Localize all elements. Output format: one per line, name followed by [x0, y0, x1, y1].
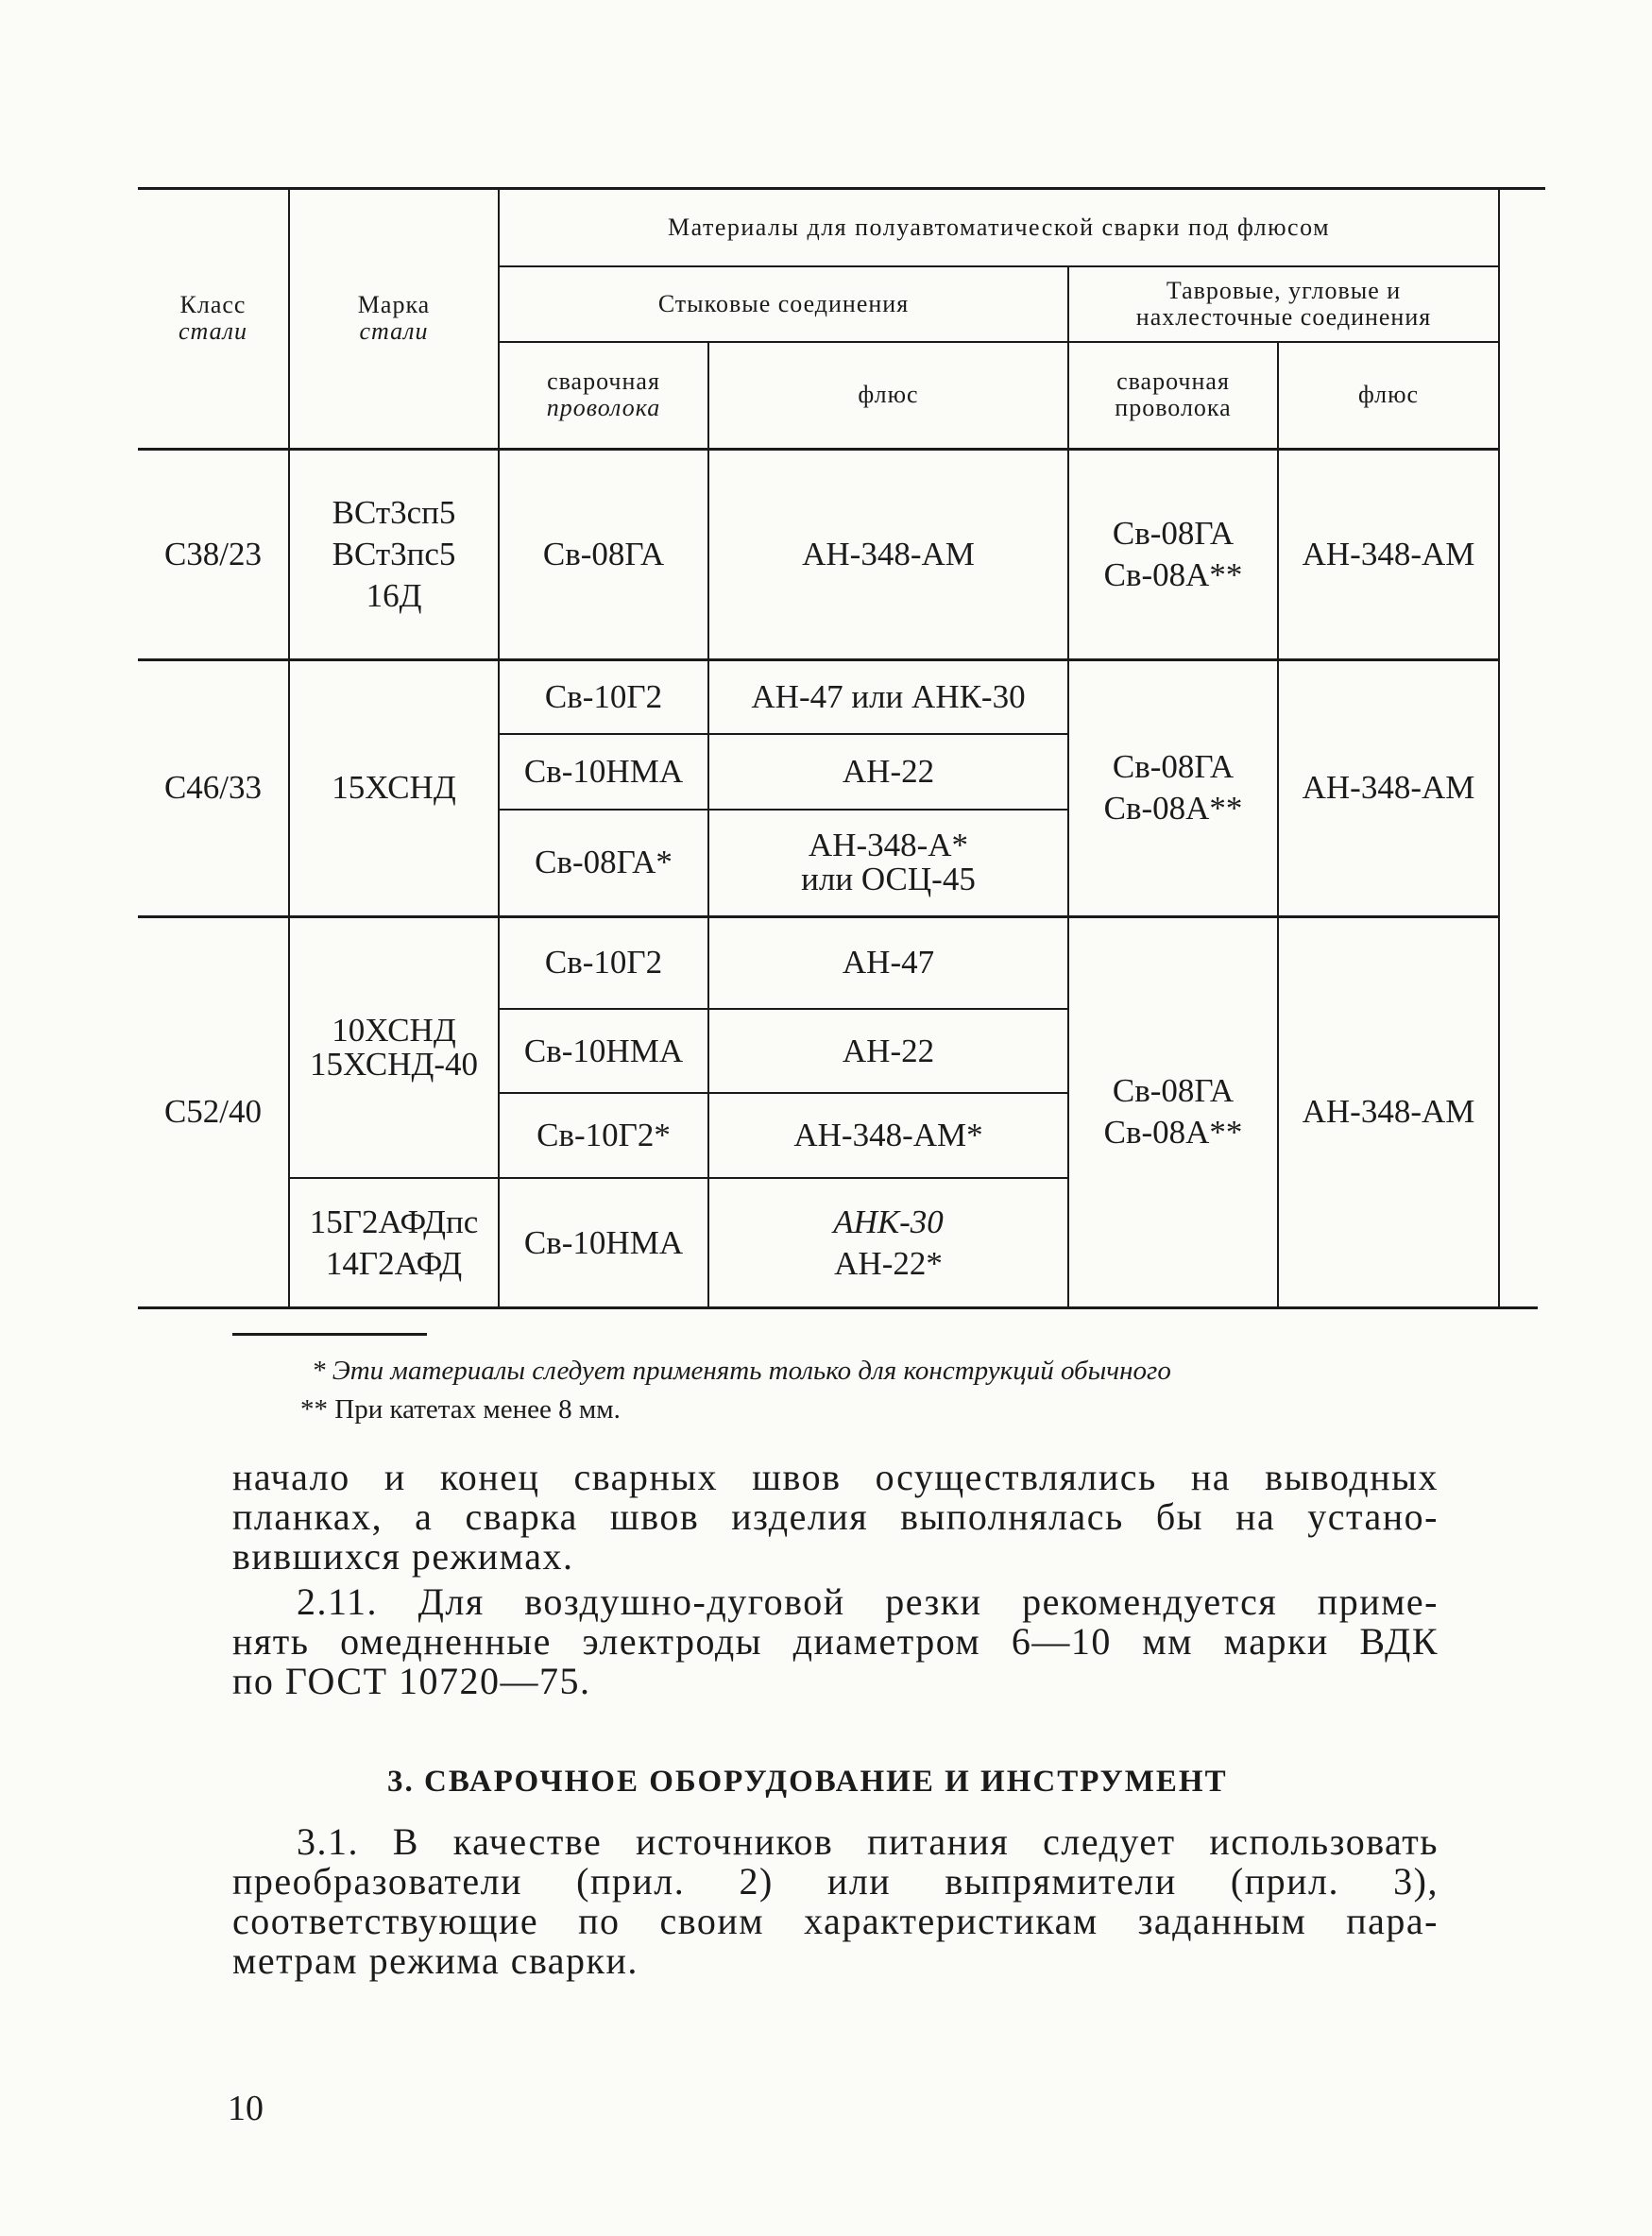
tee-wire-line: Св-08А**: [1103, 1114, 1243, 1152]
butt-wire-cell: Св-10Г2: [499, 659, 708, 734]
text-line: планках, а сварка швов изделия выполнялась бы на устано-: [232, 1495, 1439, 1538]
tee-flux-cell: АН-348-АМ: [1278, 916, 1499, 1307]
header-butt-wire-line2: проволока: [546, 394, 661, 422]
text-line: по ГОСТ 10720—75.: [232, 1660, 591, 1702]
text-line: метрам режима сварки.: [232, 1939, 639, 1982]
butt-wire-cell: Св-08ГА: [499, 449, 708, 659]
flux-line: АНК-30: [833, 1203, 944, 1240]
header-marka-line1: Марка: [357, 290, 431, 318]
butt-wire-cell: Св-10Г2*: [499, 1093, 708, 1178]
text-line: преобразователи (прил. 2) или выпрямители (прил. 3),: [232, 1860, 1439, 1903]
header-tee-wire-line2: проволока: [1115, 394, 1232, 422]
marka-line: 16Д: [366, 576, 422, 614]
tee-flux-cell: АН-348-АМ: [1278, 659, 1499, 916]
butt-flux-cell: АН-22: [708, 734, 1068, 810]
header-butt-cell: Стыковые соединения: [499, 266, 1068, 342]
header-marka-cell: [289, 189, 499, 449]
class-cell: С46/33: [138, 659, 289, 916]
class-cell: С52/40: [138, 916, 289, 1307]
butt-flux-cell: [708, 810, 1068, 916]
marka-line: 14Г2АФД: [325, 1244, 463, 1282]
footnote-1: * Эти материалы следует применять только для конструкций обычного: [312, 1356, 1171, 1386]
text-line: нять омедненные электроды диаметром 6—10 мм марки ВДК: [232, 1620, 1439, 1663]
text-line: соответствующие по своим характеристикам заданным пара-: [232, 1900, 1439, 1942]
header-tee-wire-cell: [1068, 342, 1278, 449]
header-tee-line2: нахлесточные соединения: [1135, 303, 1432, 331]
tee-wire-line: Св-08ГА: [1112, 514, 1235, 552]
text-line: 2.11. Для воздушно-дуговой резки рекомендуется приме-: [297, 1580, 1439, 1623]
tee-wire-line: Св-08ГА: [1112, 1072, 1235, 1110]
header-tee-wire-line1: сварочная: [1116, 367, 1230, 396]
tee-flux-cell: АН-348-АМ: [1278, 449, 1499, 659]
butt-flux-cell: [708, 1178, 1068, 1307]
marka-line: 15ХСНД-40: [309, 1045, 479, 1083]
header-class-line1: Класс: [179, 290, 247, 318]
header-butt-wire-cell: [499, 342, 708, 449]
text-line: начало и конец сварных швов осуществлялись на выводных: [232, 1456, 1439, 1498]
butt-flux-cell: АН-348-АМ: [708, 449, 1068, 659]
header-class-line2: стали: [179, 316, 247, 345]
butt-flux-cell: АН-47 или АНК-30: [708, 659, 1068, 734]
table-row: [138, 449, 1499, 659]
butt-wire-cell: Св-10НМА: [499, 1009, 708, 1093]
marka-line: 15Г2АФДпс: [309, 1203, 479, 1240]
tee-wire-cell: [1068, 659, 1278, 916]
butt-flux-cell: АН-348-АМ*: [708, 1093, 1068, 1178]
marka-line: 10ХСНД: [332, 1011, 456, 1049]
class-cell: С38/23: [138, 449, 289, 659]
butt-wire-cell: Св-10Г2: [499, 916, 708, 1009]
header-butt-flux-cell: флюс: [708, 342, 1068, 449]
table-row: [138, 916, 1499, 1009]
marka-cell: [289, 916, 499, 1178]
flux-line: АН-348-А*: [808, 827, 969, 864]
butt-wire-cell: Св-08ГА*: [499, 810, 708, 916]
butt-wire-cell: Св-10НМА: [499, 734, 708, 810]
flux-line: или ОСЦ-45: [801, 861, 976, 898]
tee-wire-cell: [1068, 916, 1278, 1307]
header-tee-flux-cell: флюс: [1278, 342, 1499, 449]
header-row-1: [138, 189, 1499, 266]
welding-materials-table: [138, 189, 1500, 1308]
text-line: 3.1. В качестве источников питания следует использовать: [297, 1820, 1439, 1863]
marka-cell: [289, 449, 499, 659]
marka-line: ВСт3сп5: [332, 493, 456, 531]
marka-cell: 15ХСНД: [289, 659, 499, 916]
header-class-cell: [138, 189, 289, 449]
butt-flux-cell: АН-47: [708, 916, 1068, 1009]
text-line: вившихся режимах.: [232, 1535, 574, 1578]
header-materials-cell: Материалы для полуавтоматической сварки под флюсом: [499, 189, 1499, 266]
butt-flux-cell: АН-22: [708, 1009, 1068, 1093]
section-heading: 3. СВАРОЧНОЕ ОБОРУДОВАНИЕ И ИНСТРУМЕНТ: [387, 1765, 1228, 1799]
flux-line: АН-22*: [834, 1244, 943, 1282]
footnote-rule: [232, 1333, 427, 1336]
footnote-2: ** При катетах менее 8 мм.: [300, 1394, 621, 1425]
header-butt-wire-line1: сварочная: [547, 367, 660, 396]
tee-wire-line: Св-08А**: [1103, 555, 1243, 593]
table-row: [138, 659, 1499, 734]
marka-line: ВСт3пс5: [332, 535, 456, 572]
paragraph-3-1: [232, 1822, 1439, 1981]
marka-cell: [289, 1178, 499, 1307]
butt-wire-cell: Св-10НМА: [499, 1178, 708, 1307]
header-tee-line1: Тавровые, угловые и: [1166, 277, 1402, 304]
page-number: 10: [228, 2089, 264, 2128]
paragraph-continuation: [232, 1458, 1439, 1577]
tee-wire-line: Св-08ГА: [1112, 748, 1235, 785]
tee-wire-line: Св-08А**: [1103, 790, 1243, 827]
tee-wire-cell: [1068, 449, 1278, 659]
header-marka-line2: стали: [359, 316, 429, 345]
paragraph-2-11: [232, 1582, 1439, 1701]
header-tee-cell: [1068, 266, 1499, 342]
